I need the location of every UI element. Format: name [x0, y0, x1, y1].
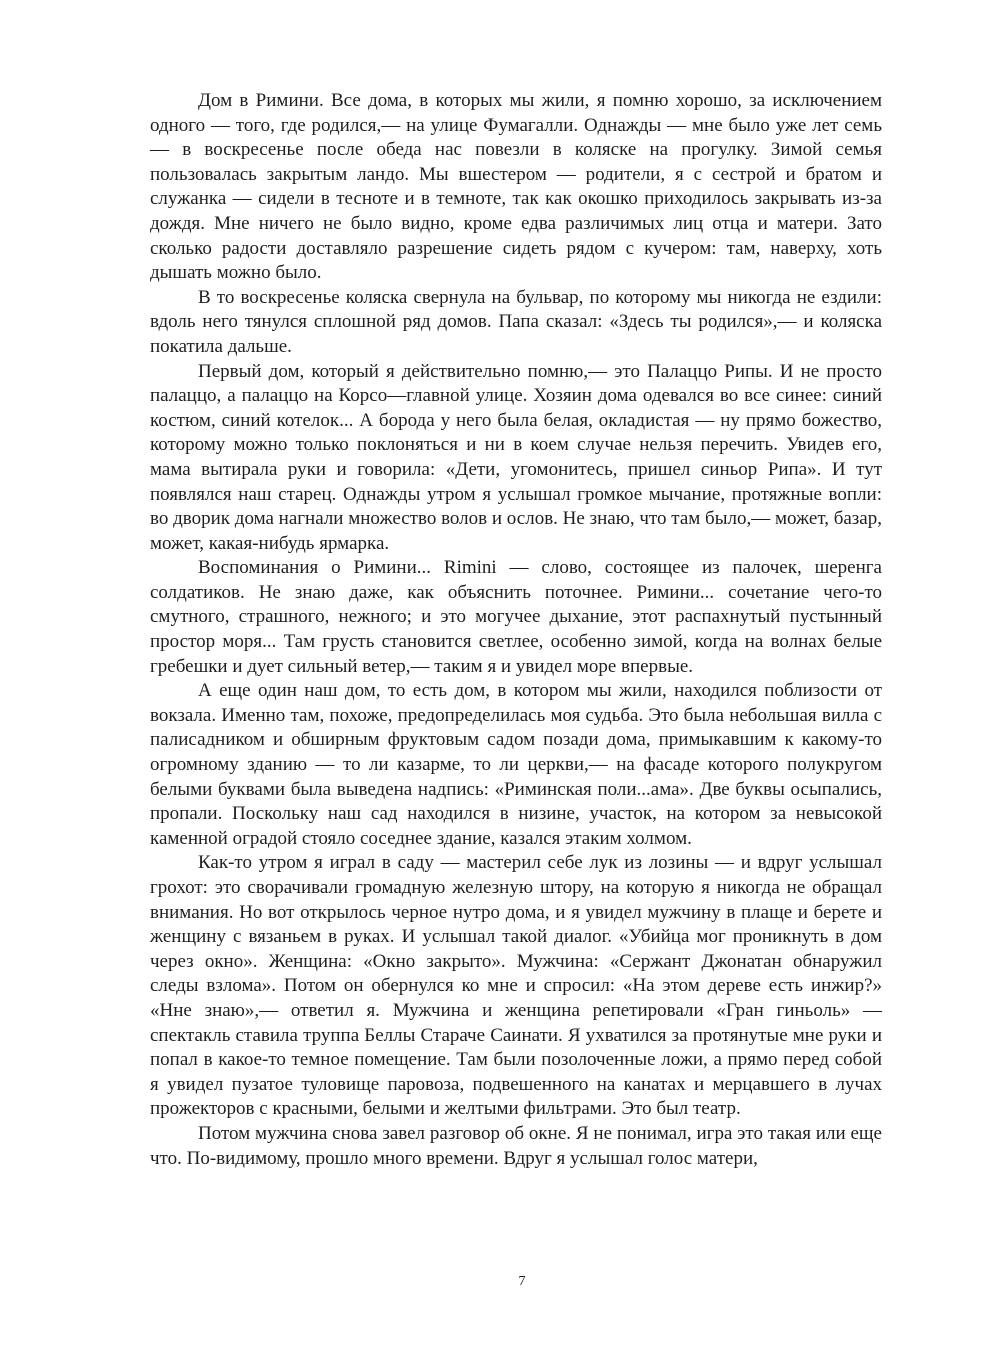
paragraph: Потом мужчина снова завел разговор об окне. Я не понимал, игра это такая или еще что. По-видимому, прошло много времени. Вдруг я услышал голос матери, [150, 1122, 882, 1169]
paragraph: Первый дом, который я действительно помню,— это Палаццо Рипы. И не просто палаццо, а палаццо на Корсо—главной улице. Хозяин дома одевался во все синее: синий костюм, синий котелок... А борода у него была белая, окладистая — ну прямо божество, которому можно только поклоняться и ни в коем случае нельзя перечить. Увидев его, мама вытирала руки и говорила: «Дети, угомонитесь, пришел синьор Рипа». И тут появлялся наш старец. Однажды утром я услышал громкое мычание, протяжные вопли: во дворик дома нагнали множество волов и ослов. Не знаю, что там было,— может, базар, может, какая-нибудь ярмарка. [150, 360, 882, 554]
paragraph: Как-то утром я играл в саду — мастерил себе лук из лозины — и вдруг услышал грохот: это сворачивали громадную железную штору, на которую я никогда не обращал внимания. Но вот открылось черное нутро дома, и я увидел мужчину в плаще и берете и женщину с вязаньем в руках. И услышал такой диалог. «Убийца мог проникнуть в дом через окно». Женщина: «Окно закрыто». Мужчина: «Сержант Джонатан обнаружил следы взлома». Потом он обернулся ко мне и спросил: «На этом дереве есть инжир?» «Нне знаю»,— ответил я. Мужчина и женщина репетировали «Гран гиньоль» — спектакль ставила труппа Беллы Стараче Саинати. Я ухватился за протянутые мне руки и попал в какое-то темное помещение. Там были позолоченные ложи, а прямо перед собой я увидел пузатое туловище паровоза, подвешенного на канатах и мерцавшего в лучах прожекторов с красными, белыми и желтыми фильтрами. Это был театр. [150, 852, 882, 1120]
paragraph: В то воскресенье коляска свернула на бульвар, по которому мы никогда не ездили: вдоль него тянулся сплошной ряд домов. Папа сказал: «Здесь ты родился»,— и коляска покатила дальше. [150, 286, 882, 357]
paragraph: А еще один наш дом, то есть дом, в котором мы жили, находился поблизости от вокзала. Именно там, похоже, предопределилась моя судьба. Это была небольшая вилла с палисадником и обширным фруктовым садом позади дома, примыкавшим к какому-то огромному зданию — то ли казарме, то ли церкви,— на фасаде которого полукругом белыми буквами была выведена надпись: «Риминская поли...ама». Две буквы осыпались, пропали. Поскольку наш сад находился в низине, участок, на котором за невысокой каменной оградой стояло соседнее здание, казался этаким холмом. [150, 680, 882, 849]
paragraph: Дом в Римини. Все дома, в которых мы жили, я помню хорошо, за исключением одного — того, где родился,— на улице Фумагалли. Однажды — мне было уже лет семь — в воскресенье после обеда нас повезли в коляске на прогулку. Зимой семья пользовалась закрытым ландо. Мы вшестером — родители, я с сестрой и братом и служанка — сидели в тесноте и в темноте, так как окошко приходилось закрывать из-за дождя. Мне ничего не было видно, кроме едва различимых лиц отца и матери. Зато сколько радости доставляло разрешение сидеть рядом с кучером: там, наверху, хоть дышать можно было. [150, 90, 882, 284]
page-number: 7 [518, 1274, 526, 1289]
body-text [150, 89, 882, 1171]
paragraph: Воспоминания о Римини... Rimini — слово, состоящее из палочек, шеренга солдатиков. Не знаю даже, как объяснить поточнее. Римини... сочетание чего-то смутного, страшного, нежного; и это могучее дыхание, этот распахнутый пустынный простор моря... Там грусть становится светлее, особенно зимой, когда на волнах белые гребешки и дует сильный ветер,— таким я и увидел море впервые. [150, 557, 882, 677]
